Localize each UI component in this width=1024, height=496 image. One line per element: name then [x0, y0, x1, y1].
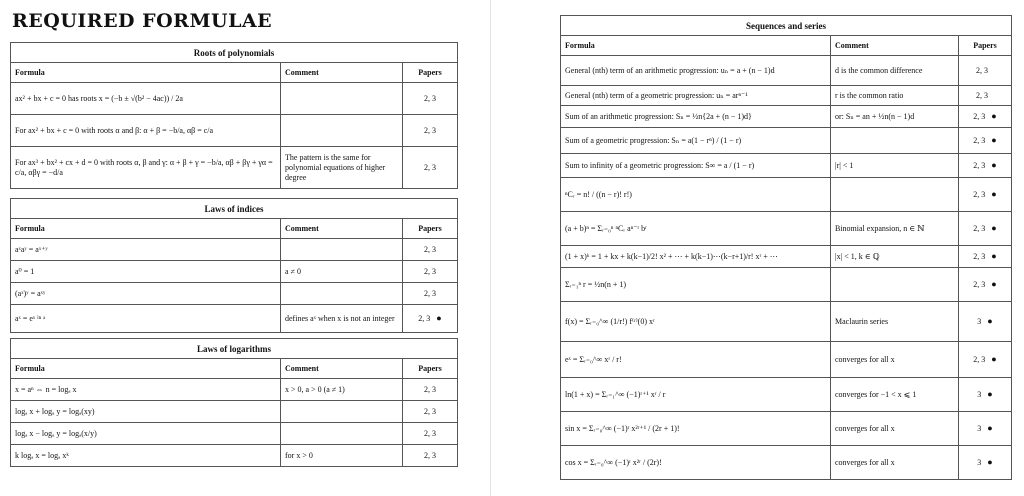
papers-cell: 2, 3 [403, 445, 458, 467]
bullet-marker: ● [991, 111, 997, 121]
comment-cell [281, 283, 403, 305]
formula-cell: f(x) = Σᵣ₌₀^∞ (1/r!) f⁽ʳ⁾(0) xʳ [561, 302, 831, 342]
papers-cell: 2, 3 [403, 261, 458, 283]
comment-cell: or: Sₙ = an + ½n(n − 1)d [831, 106, 959, 128]
bullet-marker: ● [987, 389, 993, 399]
papers-value: 2, 3 [418, 314, 431, 323]
papers-cell [959, 446, 1012, 480]
table-row [561, 86, 1012, 106]
sequences-title: Sequences and series [561, 16, 1012, 36]
col-comment: Comment [281, 63, 403, 83]
page-title: REQUIRED FORMULAE [12, 10, 273, 32]
comment-cell: defines aˣ when x is not an integer [281, 305, 403, 333]
formula-cell: logₐ x + logₐ y = logₐ(xy) [11, 401, 281, 423]
formula-cell: Sum of an arithmetic progression: Sₙ = ½n{2a + (n − 1)d} [561, 106, 831, 128]
comment-cell: converges for all x [831, 412, 959, 446]
table-row [561, 128, 1012, 154]
formula-cell: For ax³ + bx² + cx + d = 0 with roots α, β and γ: α + β + γ = −b/a, αβ + βγ + γα = c/a, αβγ = −d/a [11, 147, 281, 189]
papers-value: 3 [977, 390, 982, 399]
comment-cell: r is the common ratio [831, 86, 959, 106]
formula-cell: sin x = Σᵣ₌₀^∞ (−1)ʳ x²ʳ⁺¹ / (2r + 1)! [561, 412, 831, 446]
papers-cell [959, 178, 1012, 212]
papers-cell [959, 268, 1012, 302]
papers-cell [959, 154, 1012, 178]
table-row [11, 239, 458, 261]
papers-value: 3 [977, 458, 982, 467]
bullet-marker: ● [987, 423, 993, 433]
formula-cell: ln(1 + x) = Σᵣ₌₁^∞ (−1)ʳ⁺¹ xʳ / r [561, 378, 831, 412]
papers-cell: 2, 3 [403, 83, 458, 115]
bullet-marker: ● [991, 189, 997, 199]
col-papers: Papers [403, 63, 458, 83]
table-row [561, 412, 1012, 446]
comment-cell: |r| < 1 [831, 154, 959, 178]
bullet-marker: ● [991, 135, 997, 145]
indices-title: Laws of indices [11, 199, 458, 219]
col-comment: Comment [831, 36, 959, 56]
comment-cell: Maclaurin series [831, 302, 959, 342]
bullet-marker: ● [991, 223, 997, 233]
bullet-marker: ● [991, 160, 997, 170]
formula-cell: eˣ = Σᵣ₌₀^∞ xʳ / r! [561, 342, 831, 378]
formula-cell: logₐ x − logₐ y = logₐ(x/y) [11, 423, 281, 445]
papers-value: 3 [977, 424, 982, 433]
papers-value: 2, 3 [973, 136, 986, 145]
comment-cell [831, 268, 959, 302]
table-row [11, 83, 458, 115]
table-row [11, 147, 458, 189]
papers-cell: 2, 3 [403, 379, 458, 401]
papers-cell: 2, 3 [403, 401, 458, 423]
formula-cell: For ax² + bx + c = 0 with roots α and β: α + β = −b/a, αβ = c/a [11, 115, 281, 147]
comment-cell: Binomial expansion, n ∈ ℕ [831, 212, 959, 246]
comment-cell: x > 0, a > 0 (a ≠ 1) [281, 379, 403, 401]
table-row [11, 379, 458, 401]
papers-cell [959, 56, 1012, 86]
col-papers: Papers [403, 359, 458, 379]
bullet-marker: ● [987, 457, 993, 467]
papers-value: 2, 3 [973, 252, 986, 261]
papers-cell [403, 305, 458, 333]
papers-cell [959, 412, 1012, 446]
comment-cell [281, 115, 403, 147]
comment-cell [281, 83, 403, 115]
papers-cell [959, 378, 1012, 412]
papers-value: 3 [977, 317, 982, 326]
papers-value: 2, 3 [976, 91, 988, 100]
formula-cell: General (nth) term of an arithmetic progression: uₙ = a + (n − 1)d [561, 56, 831, 86]
table-row [561, 178, 1012, 212]
formula-cell: Sum to infinity of a geometric progression: S∞ = a / (1 − r) [561, 154, 831, 178]
papers-value: 2, 3 [973, 161, 986, 170]
col-formula: Formula [561, 36, 831, 56]
logs-title: Laws of logarithms [11, 339, 458, 359]
table-row [561, 56, 1012, 86]
formula-cell: x = aⁿ ⇔ n = logₐ x [11, 379, 281, 401]
formula-cell: (aˣ)ʸ = aˣʸ [11, 283, 281, 305]
comment-cell: |x| < 1, k ∈ ℚ [831, 246, 959, 268]
formula-cell: (1 + x)ᵏ = 1 + kx + k(k−1)/2! x² + ⋯ + k(k−1)⋯(k−r+1)/r! xʳ + ⋯ [561, 246, 831, 268]
papers-cell [959, 106, 1012, 128]
sequences-table [560, 15, 1012, 480]
roots-table [10, 42, 458, 189]
comment-cell [281, 423, 403, 445]
formula-cell: (a + b)ⁿ = Σᵣ₌₀ⁿ ⁿCᵣ aⁿ⁻ʳ bʳ [561, 212, 831, 246]
bullet-marker: ● [436, 313, 442, 323]
indices-table [10, 198, 458, 333]
comment-cell: d is the common difference [831, 56, 959, 86]
comment-cell: converges for −1 < x ⩽ 1 [831, 378, 959, 412]
bullet-marker: ● [991, 354, 997, 364]
papers-cell: 2, 3 [403, 283, 458, 305]
table-row [11, 283, 458, 305]
col-papers: Papers [959, 36, 1012, 56]
table-row [561, 154, 1012, 178]
papers-value: 2, 3 [973, 355, 986, 364]
papers-cell [959, 342, 1012, 378]
table-row [561, 378, 1012, 412]
page-divider [490, 0, 491, 496]
table-row [561, 106, 1012, 128]
table-row [561, 246, 1012, 268]
formula-cell: cos x = Σᵣ₌₀^∞ (−1)ʳ x²ʳ / (2r)! [561, 446, 831, 480]
comment-cell: for x > 0 [281, 445, 403, 467]
col-formula: Formula [11, 219, 281, 239]
table-row [561, 302, 1012, 342]
formula-cell: aˣ = eˣ ˡⁿ ᵃ [11, 305, 281, 333]
papers-cell [959, 302, 1012, 342]
papers-cell: 2, 3 [403, 147, 458, 189]
table-row [11, 305, 458, 333]
table-row [11, 261, 458, 283]
papers-cell [959, 246, 1012, 268]
table-row [11, 115, 458, 147]
table-row [561, 212, 1012, 246]
comment-cell [281, 401, 403, 423]
papers-value: 2, 3 [976, 66, 988, 75]
formula-cell: a⁰ = 1 [11, 261, 281, 283]
papers-value: 2, 3 [973, 190, 986, 199]
papers-value: 2, 3 [973, 112, 986, 121]
formula-cell: General (nth) term of a geometric progression: uₙ = arⁿ⁻¹ [561, 86, 831, 106]
papers-cell: 2, 3 [403, 115, 458, 147]
logs-table [10, 338, 458, 467]
col-comment: Comment [281, 219, 403, 239]
comment-cell: The pattern is the same for polynomial equations of higher degree [281, 147, 403, 189]
col-formula: Formula [11, 63, 281, 83]
formula-cell: ax² + bx + c = 0 has roots x = (−b ± √(b² − 4ac)) / 2a [11, 83, 281, 115]
comment-cell: a ≠ 0 [281, 261, 403, 283]
papers-cell: 2, 3 [403, 423, 458, 445]
papers-cell [959, 212, 1012, 246]
formula-cell: Sum of a geometric progression: Sₙ = a(1 − rⁿ) / (1 − r) [561, 128, 831, 154]
comment-cell [831, 128, 959, 154]
col-formula: Formula [11, 359, 281, 379]
formula-cell: k logₐ x = logₐ xᵏ [11, 445, 281, 467]
bullet-marker: ● [987, 316, 993, 326]
formula-cell: Σᵣ₌₁ⁿ r = ½n(n + 1) [561, 268, 831, 302]
table-row [561, 268, 1012, 302]
bullet-marker: ● [991, 279, 997, 289]
papers-value: 2, 3 [973, 280, 986, 289]
table-row [11, 445, 458, 467]
table-row [11, 401, 458, 423]
papers-cell [959, 86, 1012, 106]
formula-cell: aˣaʸ = aˣ⁺ʸ [11, 239, 281, 261]
papers-value: 2, 3 [973, 224, 986, 233]
comment-cell [281, 239, 403, 261]
col-papers: Papers [403, 219, 458, 239]
table-row [561, 446, 1012, 480]
table-row [11, 423, 458, 445]
bullet-marker: ● [991, 251, 997, 261]
table-row [561, 342, 1012, 378]
comment-cell: converges for all x [831, 446, 959, 480]
formula-cell: ⁿCᵣ = n! / ((n − r)! r!) [561, 178, 831, 212]
comment-cell [831, 178, 959, 212]
comment-cell: converges for all x [831, 342, 959, 378]
papers-cell: 2, 3 [403, 239, 458, 261]
col-comment: Comment [281, 359, 403, 379]
papers-cell [959, 128, 1012, 154]
roots-title: Roots of polynomials [11, 43, 458, 63]
